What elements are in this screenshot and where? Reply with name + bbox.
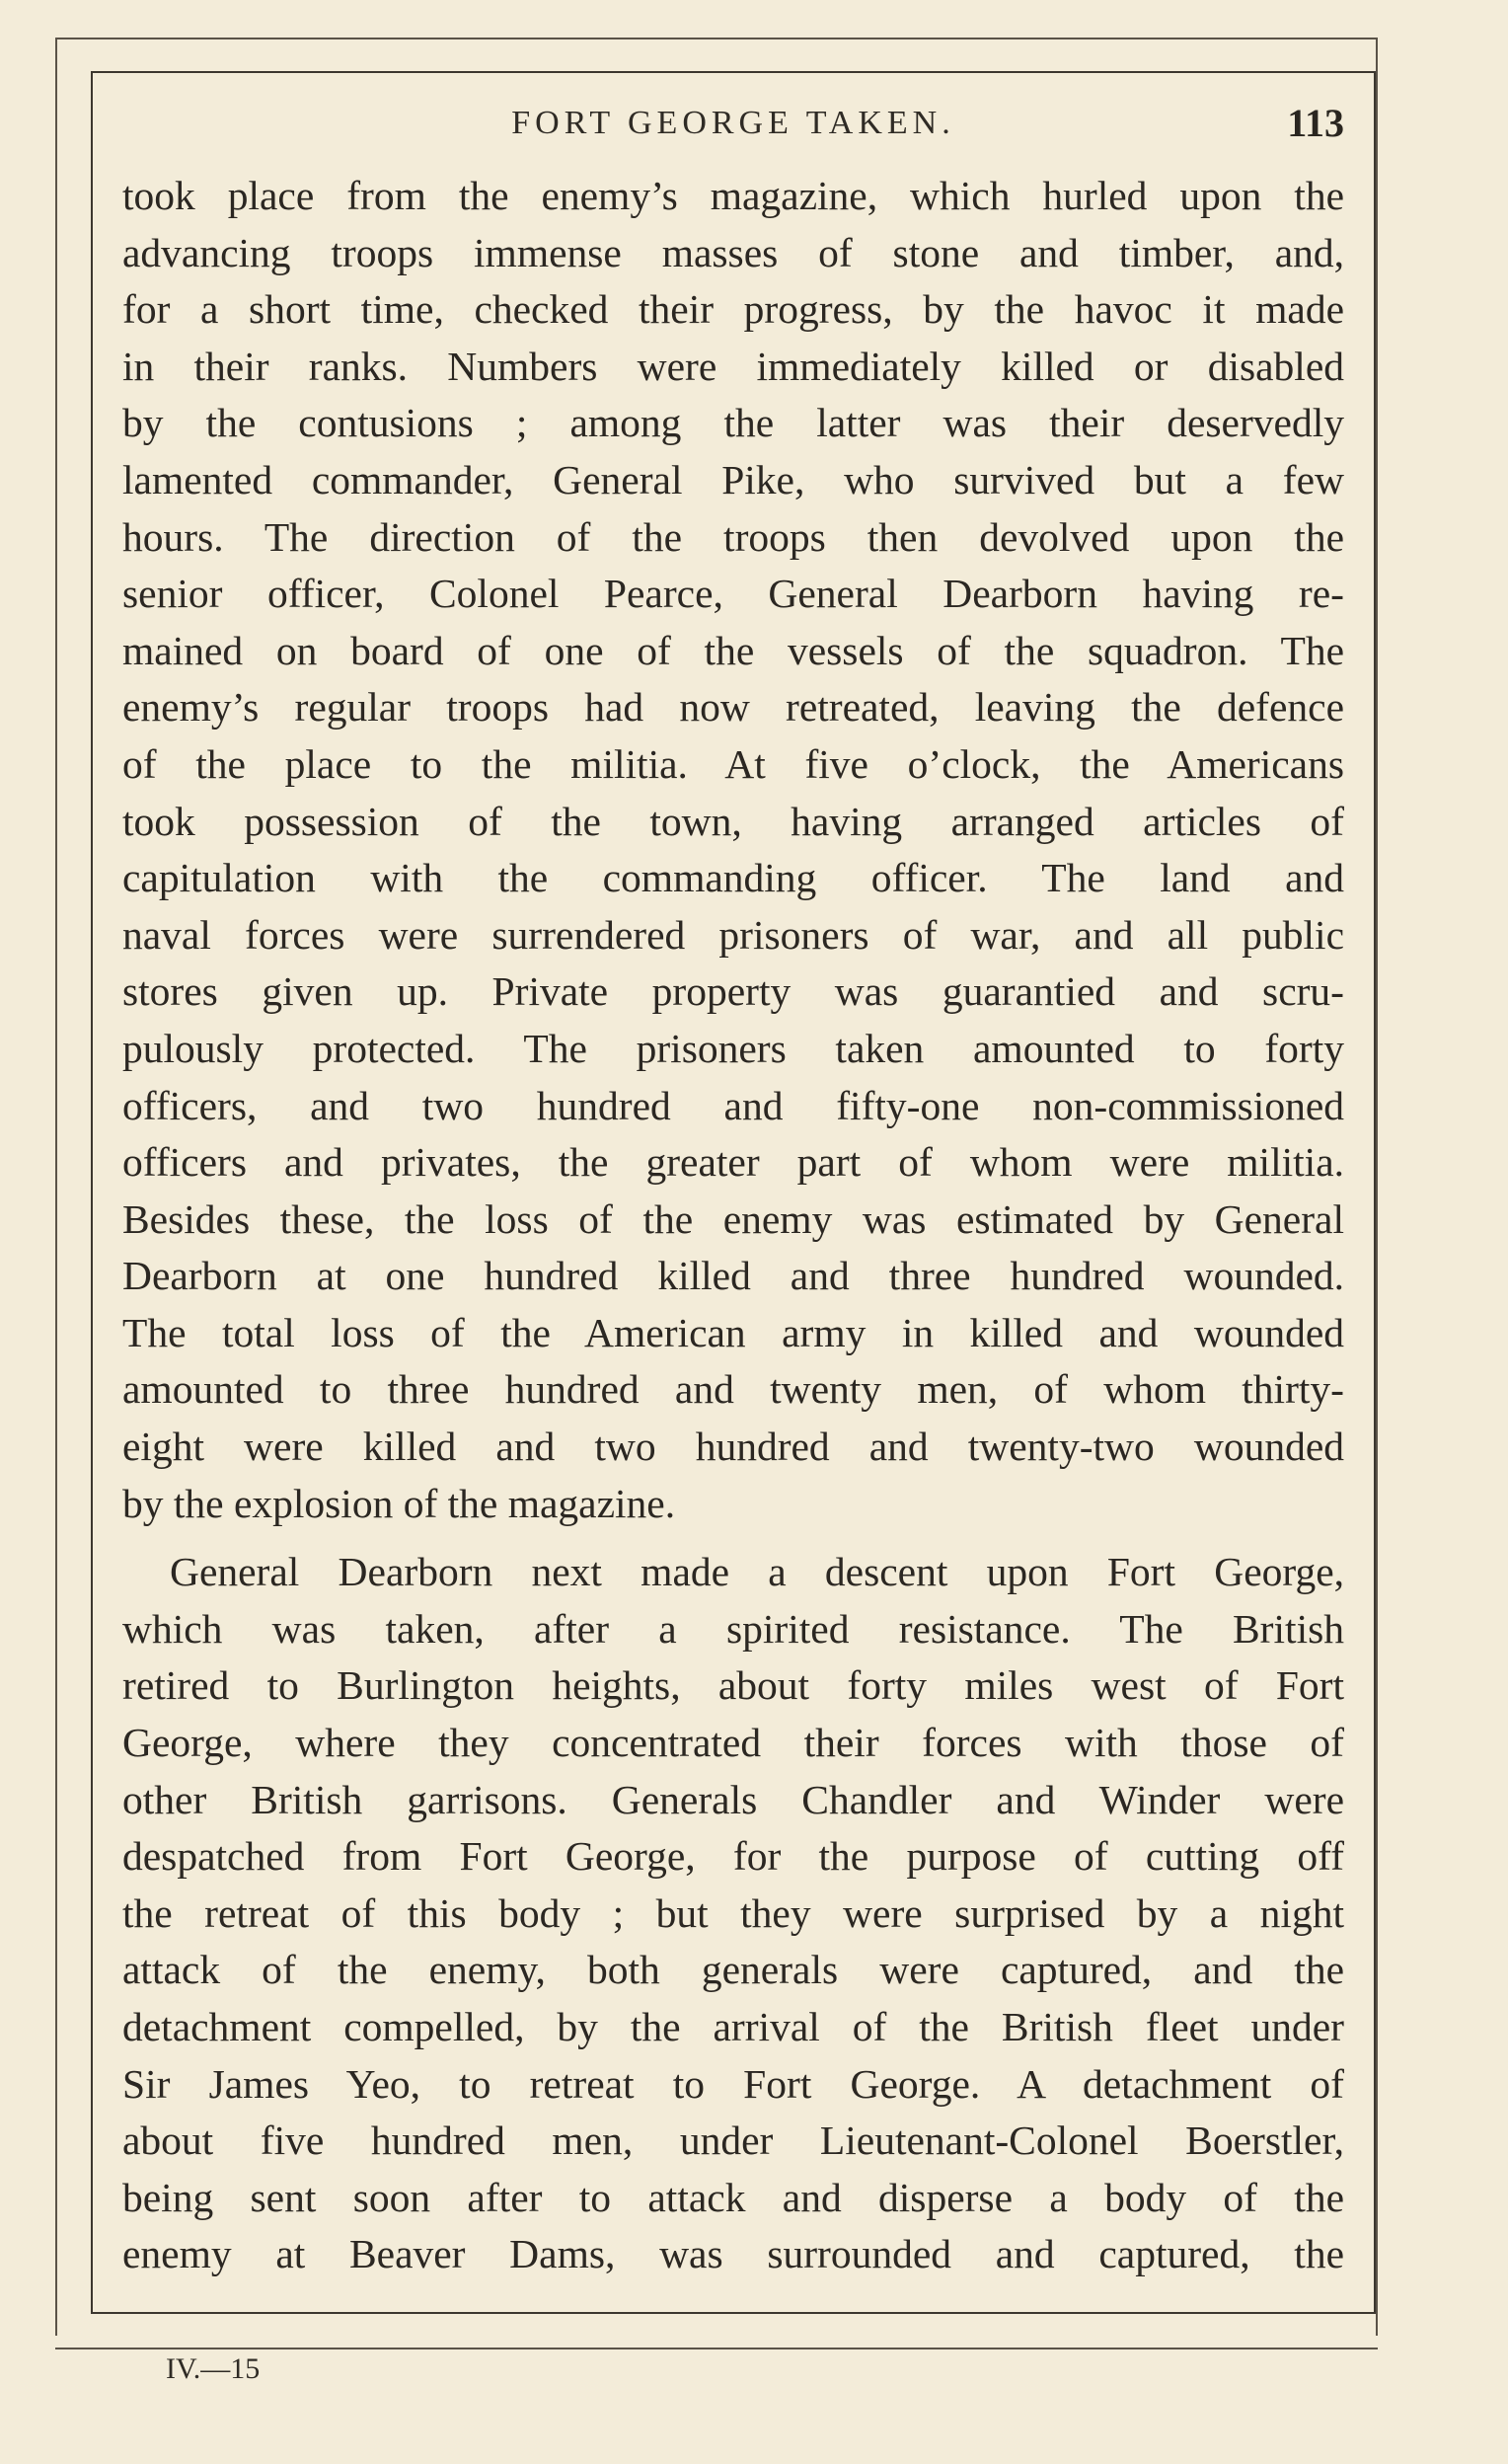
text-line: naval forces were surrendered prisoners of war, and all public [122,911,1344,958]
text-line: detachment compelled, by the arrival of the British fleet under [122,2004,1344,2049]
text-line: stores given up. Private property was guarantied and scru- [122,968,1344,1015]
text-line: the retreat of this body ; but they were surprised by a night [122,1889,1344,1936]
text-line: being sent soon after to attack and disperse a body of the [122,2174,1344,2220]
text-line: lamented commander, General Pike, who survived but a few [122,456,1344,502]
text-line: enemy’s regular troops had now retreated, leaving the defence [122,684,1344,731]
text-line: of the place to the militia. At five o’clock, the Americans [122,740,1344,787]
paragraph-gap [122,1532,1344,1544]
text-line: attack of the enemy, both generals were captured, and the [122,1947,1344,1993]
text-line: by the contusions ; among the latter was their deservedly [122,400,1344,446]
text-line: by the explosion of the magazine. [122,1480,676,1526]
text-line: which was taken, after a spirited resistance. The British [122,1605,1344,1652]
text-line: pulously protected. The prisoners taken amounted to forty [122,1025,1344,1071]
text-line: Besides these, the loss of the enemy was estimated by General [122,1195,1344,1242]
text-line: mained on board of one of the vessels of the squadron. The [122,627,1344,673]
text-line: other British garrisons. Generals Chandler and Winder were [122,1776,1344,1822]
text-line: retired to Burlington heights, about forty miles west of Fort [122,1662,1344,1709]
text-line: senior officer, Colonel Pearce, General Dearborn having re- [122,571,1344,617]
text-line: officers, and two hundred and fifty-one non-commissioned [122,1082,1344,1128]
text-line: despatched from Fort George, for the purpose of cutting off [122,1833,1344,1880]
text-line: took possession of the town, having arranged articles of [122,798,1344,844]
text-line: for a short time, checked their progress, by the havoc it made [122,286,1344,333]
text-line: advancing troops immense masses of stone and timber, and, [122,229,1344,275]
body-text [122,168,1344,2283]
text-line: hours. The direction of the troops then devolved upon the [122,513,1344,560]
paragraph-1 [122,168,1344,1532]
text-line: Dearborn at one hundred killed and three hundred wounded. [122,1253,1344,1299]
text-line: General Dearborn next made a descent upon Fort George, [170,1549,1344,1595]
text-line: amounted to three hundred and twenty men, of whom thirty- [122,1366,1344,1413]
text-line: The total loss of the American army in killed and wounded [122,1309,1344,1355]
text-line: officers and privates, the greater part of whom were militia. [122,1139,1344,1186]
text-line: eight were killed and two hundred and twenty-two wounded [122,1424,1344,1470]
text-line: about five hundred men, under Lieutenant-Colonel Boerstler, [122,2118,1344,2164]
text-line: George, where they concentrated their forces with those of [122,1720,1344,1766]
text-line: enemy at Beaver Dams, was surrounded and captured, the [122,2231,1344,2277]
text-line: Sir James Yeo, to retreat to Fort George. A detachment of [122,2060,1344,2107]
page-number: 113 [1287,101,1344,145]
text-line: capitulation with the commanding officer. The land and [122,855,1344,901]
text-line: in their ranks. Numbers were immediately killed or disabled [122,343,1344,389]
paragraph-2 [122,1544,1344,2283]
text-line: took place from the enemy’s magazine, which hurled upon the [122,173,1344,218]
running-head-title: FORT GEORGE TAKEN. [511,105,955,141]
signature-mark: IV.—15 [166,2352,261,2385]
running-head [122,99,1344,148]
